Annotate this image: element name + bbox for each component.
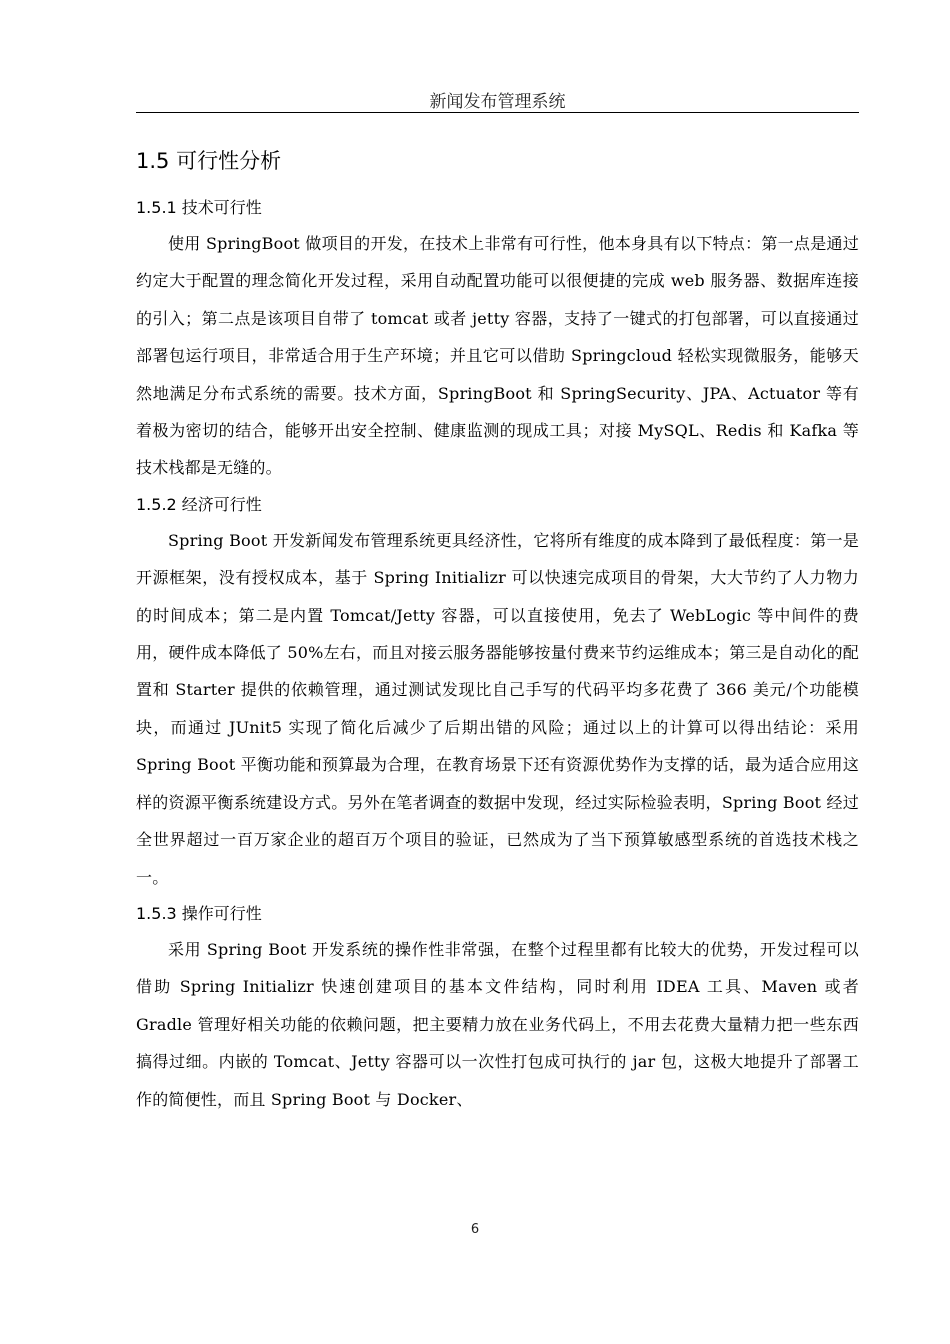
page-content — [136, 146, 859, 1124]
paragraph-technical-feasibility: 使用 SpringBoot 做项目的开发，在技术上非常有可行性，他本身具有以下特点：第一点是通过约定大于配置的理念简化开发过程，采用自动配置功能可以很便捷的完成 web 服务器、数据库连接的引入；第二点是该项目自带了 tomcat 或者 jetty 容器，支持了一键式的打包部署，可以直接通过部署包运行项目，非常适合用于生产环境；并且它可以借助 Springcloud 轻松实现微服务，能够天然地满足分布式系统的需要。技术方面，SpringBoot 和 SpringSecurity、JPA、Actuator 等有着极为密切的结合，能够开出安全控制、健康监测的现成工具；对接 MySQL、Redis 和 Kafka 等技术栈都是无缝的。 — [136, 234, 859, 478]
header-divider — [136, 112, 859, 113]
subsection-technical — [136, 196, 859, 487]
subsection-title-operational: 1.5.3 操作可行性 — [136, 903, 262, 923]
running-header: 新闻发布管理系统 — [429, 92, 566, 112]
section-title: 1.5 可行性分析 — [136, 149, 282, 173]
paragraph-economic-feasibility: Spring Boot 开发新闻发布管理系统更具经济性，它将所有维度的成本降到了最低程度：第一是开源框架，没有授权成本，基于 Spring Initializr 可以快速完成项目的骨架，大大节约了人力物力的时间成本；第二是内置 Tomcat/Jetty 容器，可以直接使用，免去了 WebLogic 等中间件的费用，硬件成本降低了 50%左右，而且对接云服务器能够按量付费来节约运维成本；第三是自动化的配置和 Starter 提供的依赖管理，通过测试发现比自己手写的代码平均多花费了 366 美元/个功能模块，而通过 JUnit5 实现了简化后减少了后期出错的风险；通过以上的计算可以得出结论：采用 Spring Boot 平衡功能和预算最为合理，在教育场景下还有资源优势作为支撑的话，最为适合应用这样的资源平衡系统建设方式。另外在笔者调查的数据中发现，经过实际检验表明，Spring Boot 经过全世界超过一百万家企业的超百万个项目的验证，已然成为了当下预算敏感型系统的首选技术栈之一。 — [136, 530, 859, 887]
subsection-title-technical: 1.5.1 技术可行性 — [136, 198, 262, 217]
paragraph-operational-feasibility: 采用 Spring Boot 开发系统的操作性非常强，在整个过程里都有比较大的优势，开发过程可以借助 Spring Initializr 快速创建项目的基本文件结构，同时利用 IDEA 工具、Maven 或者 Gradle 管理好相关功能的依赖问题，把主要精力放在业务代码上，不用去花费大量精力把一些东西搞得过细。内嵌的 Tomcat、Jetty 容器可以一次性打包成可执行的 jar 包，这极大地提升了部署工作的简便性，而且 Spring Boot 与 Docker、 — [136, 939, 859, 1109]
subsection-title-economic: 1.5.2 经济可行性 — [136, 494, 262, 514]
page-number: 6 — [470, 1222, 480, 1237]
subsection-economic — [136, 493, 859, 896]
subsection-operational — [136, 902, 859, 1118]
